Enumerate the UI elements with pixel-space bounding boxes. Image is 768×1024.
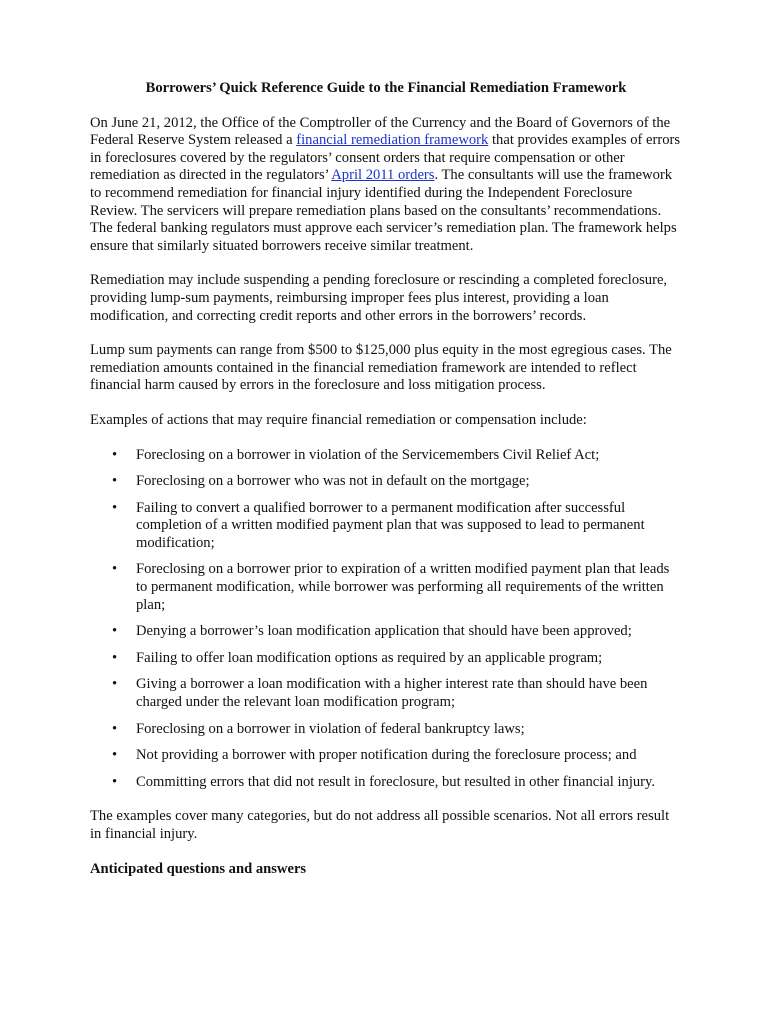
bullet-icon: • bbox=[112, 747, 118, 764]
bullet-icon: • bbox=[112, 473, 118, 490]
list-item-text: Committing errors that did not result in foreclosure, but resulted in other financial injury. bbox=[136, 773, 656, 790]
bullet-icon: • bbox=[112, 499, 118, 516]
intro-text-1: On June 21, 2012, the Office of the Comptroller of the Currency and the Board of Governors of the Federal Reserve System released a bbox=[90, 114, 671, 149]
april-2011-orders-link[interactable]: April 2011 orders bbox=[331, 167, 435, 184]
intro-paragraph bbox=[90, 115, 682, 256]
list-item bbox=[90, 676, 682, 711]
list-item bbox=[90, 721, 682, 739]
list-item bbox=[90, 650, 682, 668]
examples-intro-paragraph: Examples of actions that may require financial remediation or compensation include: bbox=[90, 411, 587, 428]
list-item-text: Foreclosing on a borrower who was not in default on the mortgage; bbox=[136, 473, 530, 490]
list-item bbox=[90, 747, 682, 765]
bullet-icon: • bbox=[112, 773, 118, 790]
list-item bbox=[90, 774, 682, 792]
bullet-icon: • bbox=[112, 720, 118, 737]
categories-paragraph: The examples cover many categories, but do not address all possible scenarios. Not all errors result in financial injury. bbox=[90, 808, 670, 842]
financial-remediation-framework-link[interactable]: financial remediation framework bbox=[296, 132, 489, 149]
bullet-icon: • bbox=[112, 561, 118, 578]
list-item bbox=[90, 447, 682, 465]
document-title: Borrowers’ Quick Reference Guide to the Financial Remediation Framework bbox=[145, 80, 627, 96]
list-item-text: Foreclosing on a borrower in violation of the Servicemembers Civil Relief Act; bbox=[136, 446, 600, 463]
section-heading: Anticipated questions and answers bbox=[90, 860, 307, 877]
list-item bbox=[90, 473, 682, 491]
list-item-text: Failing to convert a qualified borrower to a permanent modification after successful completion of a written modified payment plan that was supposed to lead to permanent modification; bbox=[136, 499, 645, 551]
list-item-text: Failing to offer loan modification options as required by an applicable program; bbox=[136, 649, 603, 666]
list-item-text: Denying a borrower’s loan modification application that should have been approved; bbox=[136, 623, 632, 640]
examples-list bbox=[90, 447, 682, 792]
list-item-text: Foreclosing on a borrower prior to expiration of a written modified payment plan that leads to permanent modification, while borrower was performing all requirements of the written plan; bbox=[136, 561, 670, 613]
intro-text-2: that provides examples of errors in foreclosures covered by the regulators’ consent orders that require compensation or other remediation as directed in the regulators’ bbox=[90, 132, 681, 184]
list-item-text: Giving a borrower a loan modification with a higher interest rate than should have been charged under the relevant loan modification program; bbox=[136, 676, 648, 711]
lump-sum-paragraph: Lump sum payments can range from $500 to $125,000 plus equity in the most egregious cases. The remediation amounts contained in the financial remediation framework are intended to reflect financial harm caused by errors in the foreclosure and loss mitigation process. bbox=[90, 342, 672, 394]
list-item-text: Not providing a borrower with proper notification during the foreclosure process; and bbox=[136, 747, 637, 764]
bullet-icon: • bbox=[112, 446, 118, 463]
list-item bbox=[90, 623, 682, 641]
bullet-icon: • bbox=[112, 676, 118, 693]
list-item-text: Foreclosing on a borrower in violation of federal bankruptcy laws; bbox=[136, 720, 525, 737]
intro-text-3: . The consultants will use the framework to recommend remediation for financial injury identified during the Independent Foreclosure Review. The servicers will prepare remediation plans based on the consultants’ recommendations. The federal banking regulators must approve each servicer’s remediation plan. The framework helps ensure that similarly situated borrowers receive similar treatment. bbox=[90, 167, 677, 254]
remediation-paragraph: Remediation may include suspending a pending foreclosure or rescinding a completed foreclosure, providing lump-sum payments, reimbursing improper fees plus interest, providing a loan modification, and correcting credit reports and other errors in the borrowers’ records. bbox=[90, 272, 668, 324]
document-page bbox=[90, 80, 682, 878]
bullet-icon: • bbox=[112, 649, 118, 666]
bullet-icon: • bbox=[112, 623, 118, 640]
list-item bbox=[90, 500, 682, 553]
list-item bbox=[90, 561, 682, 614]
